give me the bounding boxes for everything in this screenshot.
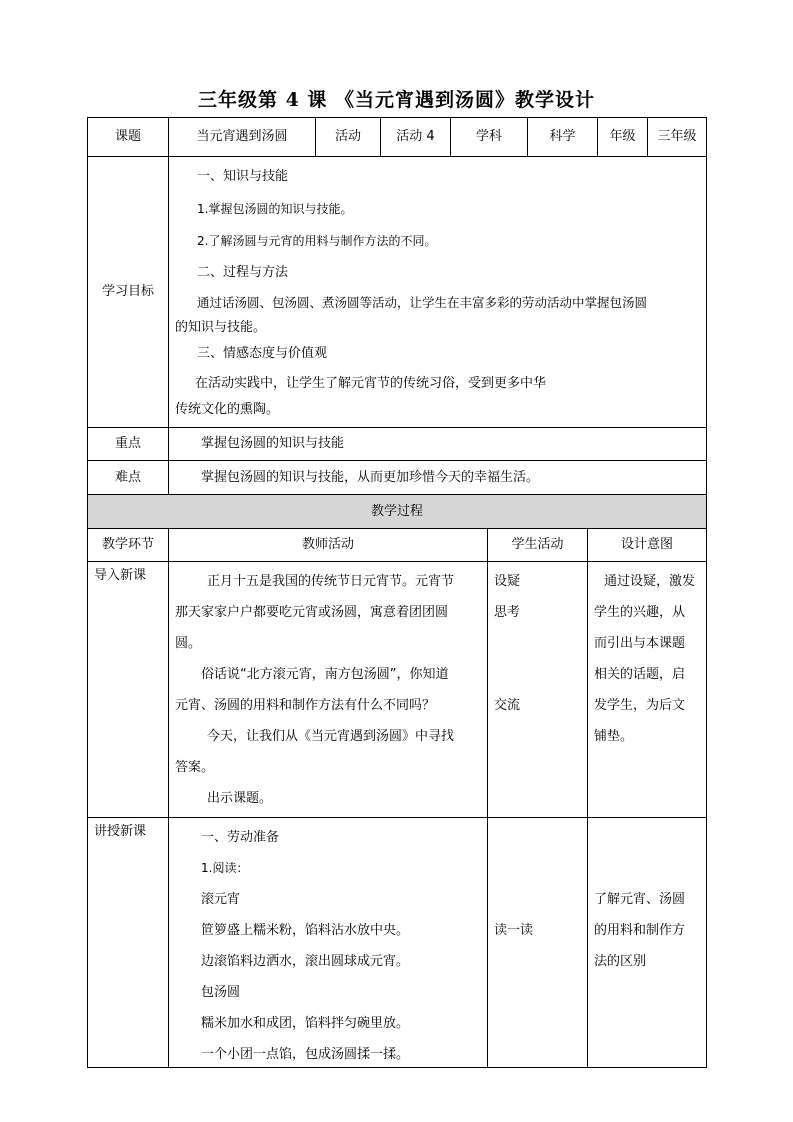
new-lesson-intent bbox=[588, 818, 706, 1067]
objective-line: 的知识与技能。 bbox=[175, 320, 267, 335]
intent-line: 发学生，为后文 bbox=[594, 698, 686, 713]
grade-value: 三年级 bbox=[657, 129, 697, 145]
new-lesson-student bbox=[488, 818, 588, 1067]
objectives-label: 学习目标 bbox=[88, 157, 169, 427]
teacher-line: 今天，让我们从《当元宵遇到汤圆》中寻找 bbox=[207, 729, 455, 744]
teacher-line: 1.阅读： bbox=[201, 861, 249, 875]
activity-label: 活动 bbox=[316, 118, 381, 156]
key-point-text: 掌握包汤圆的知识与技能 bbox=[201, 436, 345, 452]
student-line: 设疑 bbox=[494, 574, 521, 589]
intent-line: 的用料和制作方 bbox=[594, 923, 686, 938]
activity-value: 活动 4 bbox=[381, 118, 451, 156]
intent-line: 通过设疑，激发 bbox=[604, 574, 696, 589]
objectives-row bbox=[88, 157, 706, 428]
intro-intent bbox=[588, 562, 706, 817]
difficulty-text: 掌握包汤圆的知识与技能，从而更加珍惜今天的幸福生活。 bbox=[201, 469, 540, 485]
intro-row bbox=[88, 562, 706, 818]
intro-stage: 导入新课 bbox=[88, 562, 169, 817]
objectives-content bbox=[169, 157, 706, 427]
intro-teacher bbox=[169, 562, 488, 817]
objective-line: 传统文化的熏陶。 bbox=[175, 402, 280, 417]
teacher-line: 圆。 bbox=[175, 636, 202, 651]
header-row bbox=[88, 118, 706, 157]
key-point-label: 重点 bbox=[88, 428, 169, 460]
intent-line: 学生的兴趣，从 bbox=[594, 605, 686, 620]
lesson-plan-table bbox=[87, 117, 707, 1068]
objective-line: 在活动实践中，让学生了解元宵节的传统习俗，受到更多中华 bbox=[195, 376, 547, 391]
intent-line: 相关的话题，启 bbox=[594, 667, 686, 682]
teacher-line: 正月十五是我国的传统节日元宵节。元宵节 bbox=[207, 574, 455, 589]
subject-value: 科学 bbox=[528, 118, 598, 156]
column-header: 设计意图 bbox=[620, 537, 673, 553]
intent-line: 而引出与本课题 bbox=[594, 636, 686, 651]
teacher-line: 一个小团一点馅，包成汤圆揉一揉。 bbox=[201, 1047, 410, 1062]
column-header: 学生活动 bbox=[488, 529, 588, 561]
difficulty-label: 难点 bbox=[88, 461, 169, 494]
objective-line: 一、知识与技能 bbox=[197, 169, 289, 184]
teacher-line: 元宵、汤圆的用料和制作方法有什么不同吗？ bbox=[175, 698, 436, 713]
topic-label: 课题 bbox=[88, 118, 169, 156]
teacher-line: 出示课题。 bbox=[207, 791, 273, 806]
topic-value: 当元宵遇到汤圆 bbox=[169, 118, 316, 156]
teacher-line: 一、劳动准备 bbox=[201, 830, 280, 845]
teacher-line: 答案。 bbox=[175, 760, 215, 775]
column-header-row bbox=[88, 529, 706, 562]
student-line: 交流 bbox=[494, 698, 521, 713]
objective-line: 三、情感态度与价值观 bbox=[197, 346, 328, 361]
teacher-line: 那天家家户户都要吃元宵或汤圆，寓意着团团圆 bbox=[175, 605, 449, 620]
process-header-row bbox=[88, 495, 706, 529]
process-header: 教学过程 bbox=[370, 503, 423, 519]
student-line: 思考 bbox=[494, 605, 521, 620]
objective-line: 1.掌握包汤圆的知识与技能。 bbox=[197, 202, 353, 216]
objective-line: 通过话汤圆、包汤圆、煮汤圆等活动，让学生在丰富多彩的劳动活动中掌握包汤圆 bbox=[197, 295, 648, 310]
objective-line: 二、过程与方法 bbox=[197, 265, 289, 280]
subject-label: 学科 bbox=[451, 118, 528, 156]
teacher-line: 俗话说“北方滚元宵，南方包汤圆”，你知道 bbox=[201, 667, 449, 682]
objective-line: 2.了解汤圆与元宵的用料与制作方法的不同。 bbox=[197, 234, 437, 248]
column-header: 教学环节 bbox=[88, 529, 169, 561]
new-lesson-stage: 讲授新课 bbox=[88, 818, 169, 1067]
teacher-line: 笸箩盛上糯米粉，馅料沾水放中央。 bbox=[201, 923, 410, 938]
teacher-line: 糯米加水和成团，馅料拌匀碗里放。 bbox=[201, 1016, 410, 1031]
teacher-line: 滚元宵 bbox=[201, 892, 241, 907]
difficulty-row bbox=[88, 461, 706, 495]
column-header: 教师活动 bbox=[169, 529, 488, 561]
intent-line: 法的区别 bbox=[594, 954, 647, 969]
intent-line: 铺垫。 bbox=[594, 729, 634, 744]
key-point-row bbox=[88, 428, 706, 461]
intent-line: 了解元宵、汤圆 bbox=[594, 892, 686, 907]
teacher-line: 包汤圆 bbox=[201, 985, 241, 1000]
intro-student bbox=[488, 562, 588, 817]
new-lesson-row bbox=[88, 818, 706, 1067]
grade-label: 年级 bbox=[598, 118, 648, 156]
new-lesson-teacher bbox=[169, 818, 488, 1067]
teacher-line: 边滚馅料边洒水，滚出圆球成元宵。 bbox=[201, 954, 410, 969]
page-title: 三年级第 4 课 《当元宵遇到汤圆》教学设计 bbox=[197, 89, 596, 111]
student-line: 读一读 bbox=[494, 923, 534, 938]
